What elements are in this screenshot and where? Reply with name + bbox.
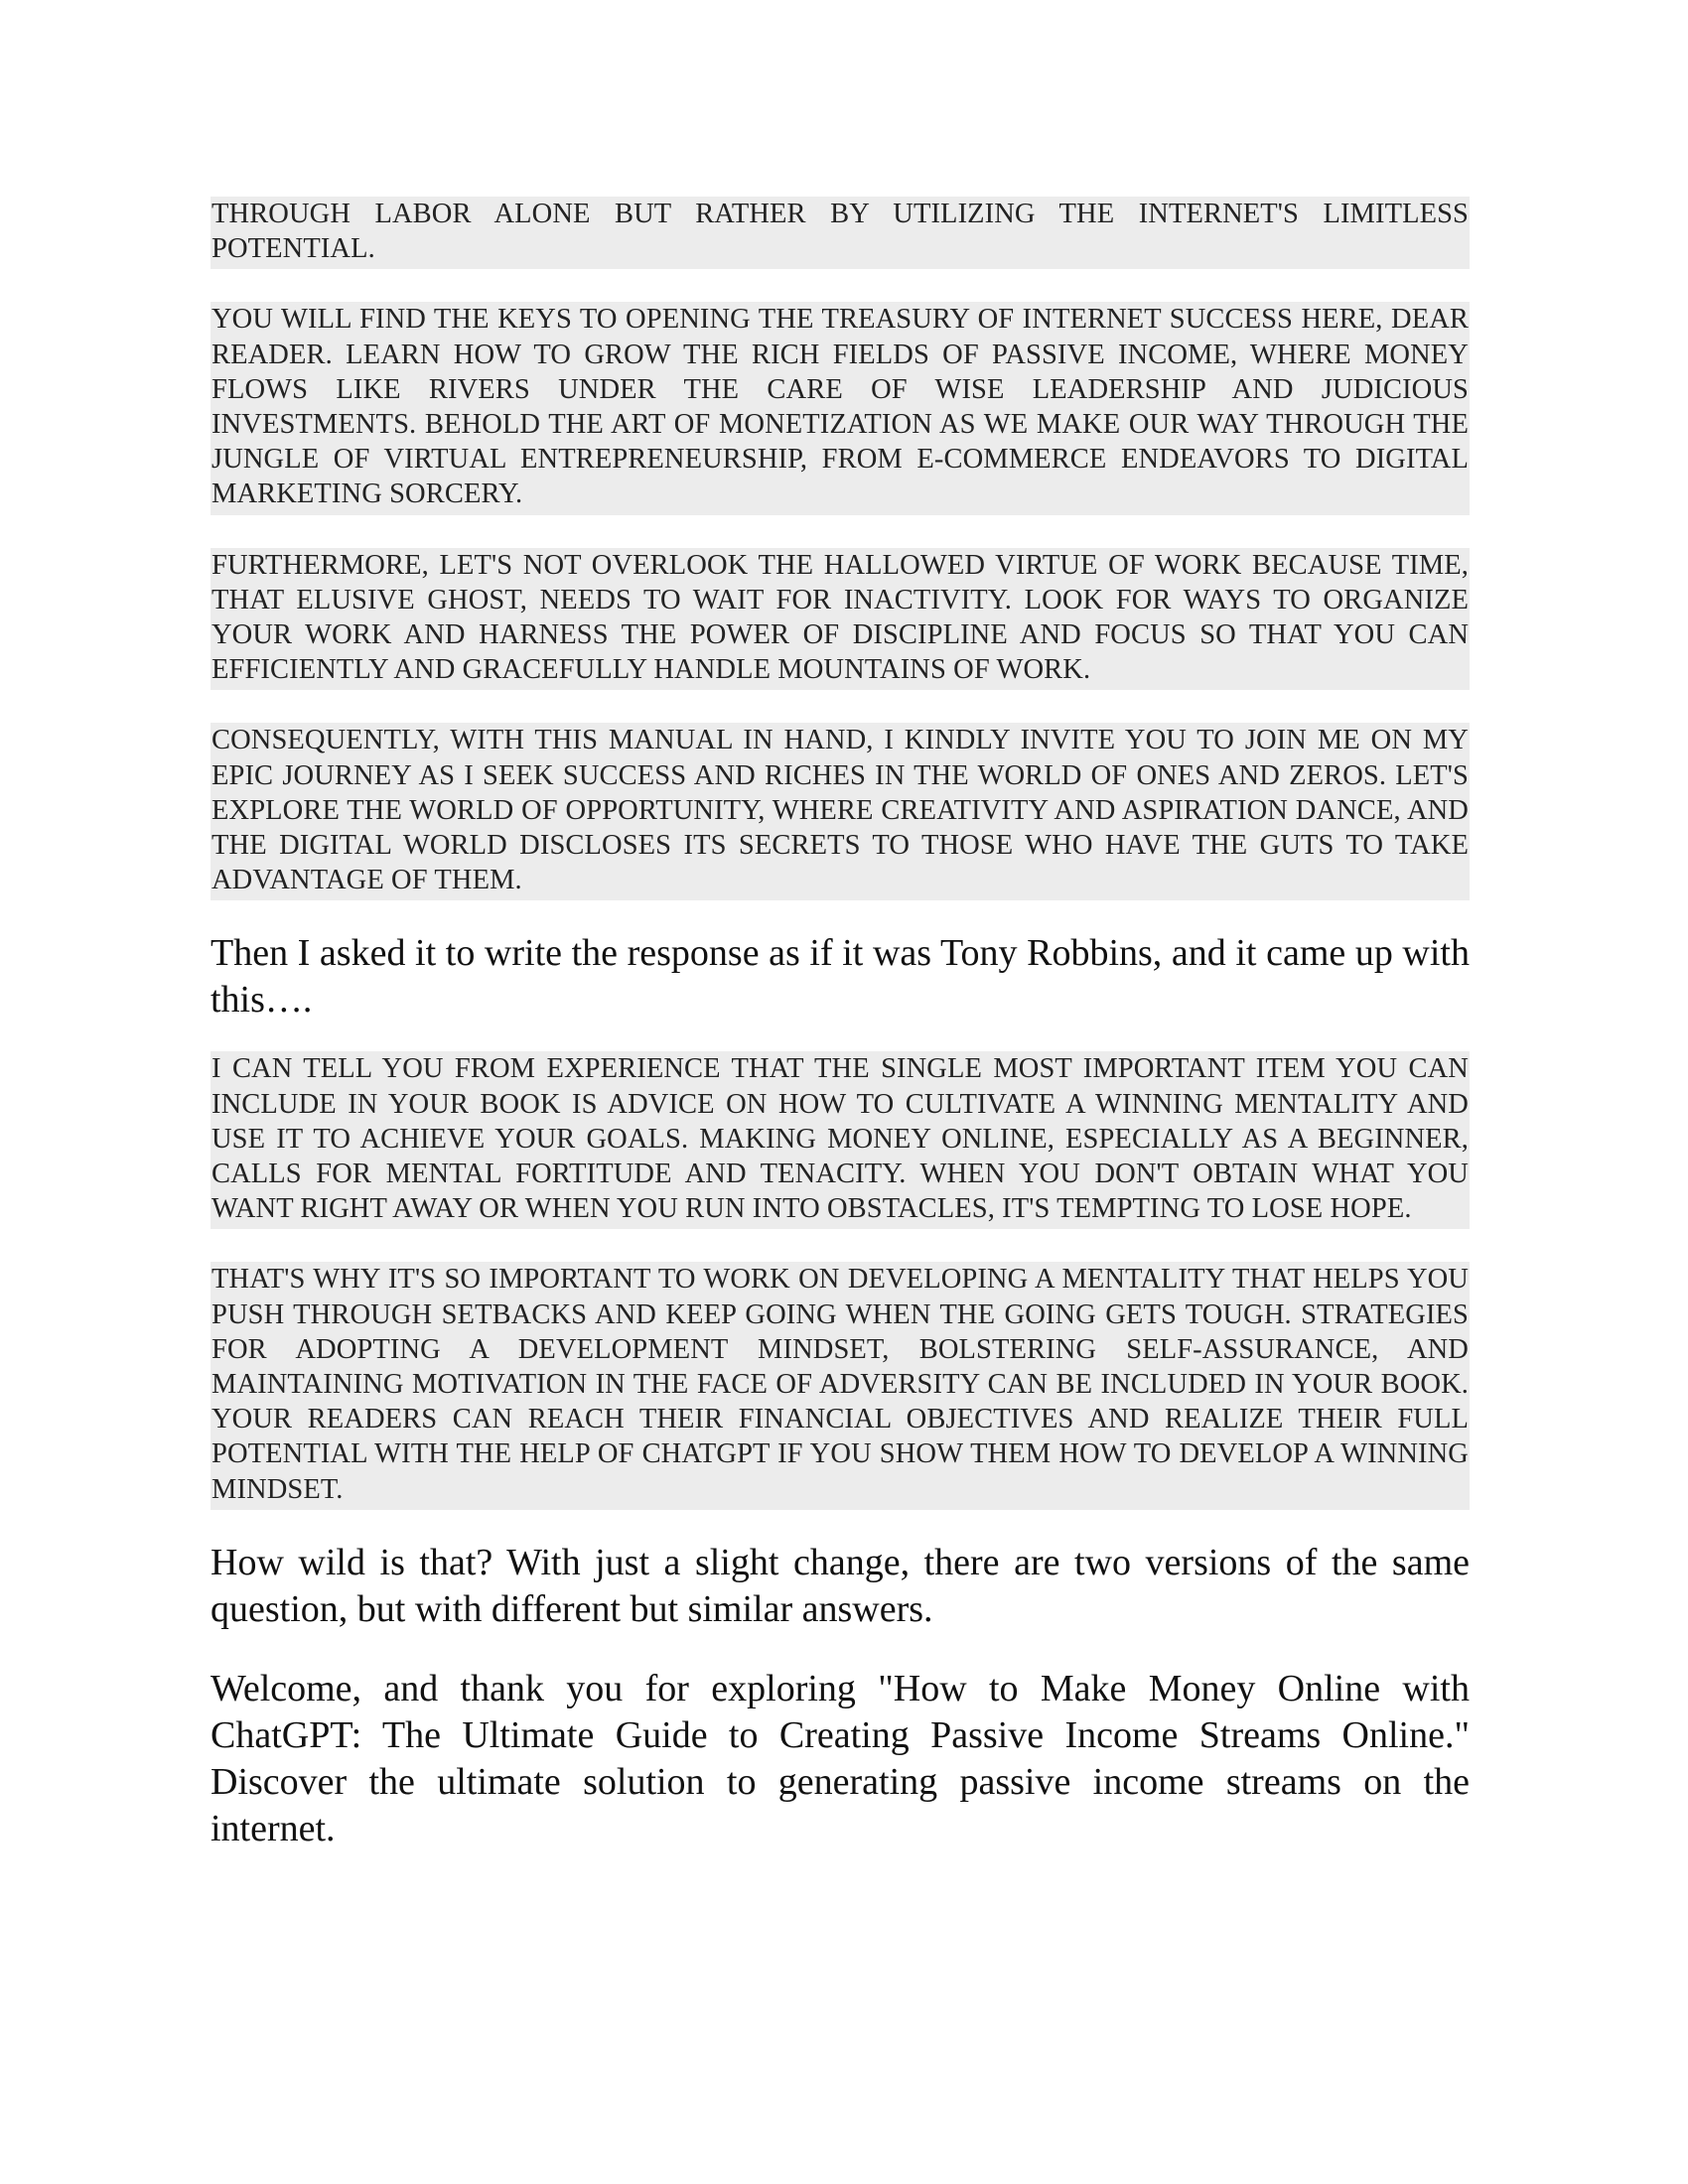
quote-block: THAT'S WHY IT'S SO IMPORTANT TO WORK ON DEVELOPING A MENTALITY THAT HELPS YOU PUSH THROUGH SETBACKS AND KEEP GOING WHEN THE GOING GETS TOUGH. STRATEGIES FOR ADOPTING A DEVELOPMENT MINDSET, BOLSTERING SELF-ASSURANCE, AND MAINTAINING MOTIVATION IN THE FACE OF ADVERSITY CAN BE INCLUDED IN YOUR BOOK. YOUR READERS CAN REACH THEIR FINANCIAL OBJECTIVES AND REALIZE THEIR FULL POTENTIAL WITH THE HELP OF CHATGPT IF YOU SHOW THEM HOW TO DEVELOP A WINNING MINDSET. xyxy=(211,1262,1470,1509)
document-page xyxy=(211,197,1470,1883)
body-paragraph: Welcome, and thank you for exploring "How to Make Money Online with ChatGPT: The Ultimate Guide to Creating Passive Income Streams Online." Discover the ultimate solution to generating passive income streams on the internet. xyxy=(211,1667,1470,1849)
body-paragraph: Then I asked it to write the response as if it was Tony Robbins, and it came up with this…. xyxy=(211,932,1470,1022)
body-paragraph: How wild is that? With just a slight change, there are two versions of the same question, but with different but similar answers. xyxy=(211,1541,1470,1630)
quote-block: FURTHERMORE, LET'S NOT OVERLOOK THE HALLOWED VIRTUE OF WORK BECAUSE TIME, THAT ELUSIVE GHOST, NEEDS TO WAIT FOR INACTIVITY. LOOK FOR WAYS TO ORGANIZE YOUR WORK AND HARNESS THE POWER OF DISCIPLINE AND FOCUS SO THAT YOU CAN EFFICIENTLY AND GRACEFULLY HANDLE MOUNTAINS OF WORK. xyxy=(211,548,1470,691)
quote-block: YOU WILL FIND THE KEYS TO OPENING THE TREASURY OF INTERNET SUCCESS HERE, DEAR READER. LEARN HOW TO GROW THE RICH FIELDS OF PASSIVE INCOME, WHERE MONEY FLOWS LIKE RIVERS UNDER THE CARE OF WISE LEADERSHIP AND JUDICIOUS INVESTMENTS. BEHOLD THE ART OF MONETIZATION AS WE MAKE OUR WAY THROUGH THE JUNGLE OF VIRTUAL ENTREPRENEURSHIP, FROM E-COMMERCE ENDEAVORS TO DIGITAL MARKETING SORCERY. xyxy=(211,302,1470,514)
quote-block: THROUGH LABOR ALONE BUT RATHER BY UTILIZING THE INTERNET'S LIMITLESS POTENTIAL. xyxy=(211,197,1470,269)
quote-block: I CAN TELL YOU FROM EXPERIENCE THAT THE SINGLE MOST IMPORTANT ITEM YOU CAN INCLUDE IN YOUR BOOK IS ADVICE ON HOW TO CULTIVATE A WINNING MENTALITY AND USE IT TO ACHIEVE YOUR GOALS. MAKING MONEY ONLINE, ESPECIALLY AS A BEGINNER, CALLS FOR MENTAL FORTITUDE AND TENACITY. WHEN YOU DON'T OBTAIN WHAT YOU WANT RIGHT AWAY OR WHEN YOU RUN INTO OBSTACLES, IT'S TEMPTING TO LOSE HOPE. xyxy=(211,1051,1470,1229)
quote-block: CONSEQUENTLY, WITH THIS MANUAL IN HAND, I KINDLY INVITE YOU TO JOIN ME ON MY EPIC JOURNEY AS I SEEK SUCCESS AND RICHES IN THE WORLD OF ONES AND ZEROS. LET'S EXPLORE THE WORLD OF OPPORTUNITY, WHERE CREATIVITY AND ASPIRATION DANCE, AND THE DIGITAL WORLD DISCLOSES ITS SECRETS TO THOSE WHO HAVE THE GUTS TO TAKE ADVANTAGE OF THEM. xyxy=(211,723,1470,900)
